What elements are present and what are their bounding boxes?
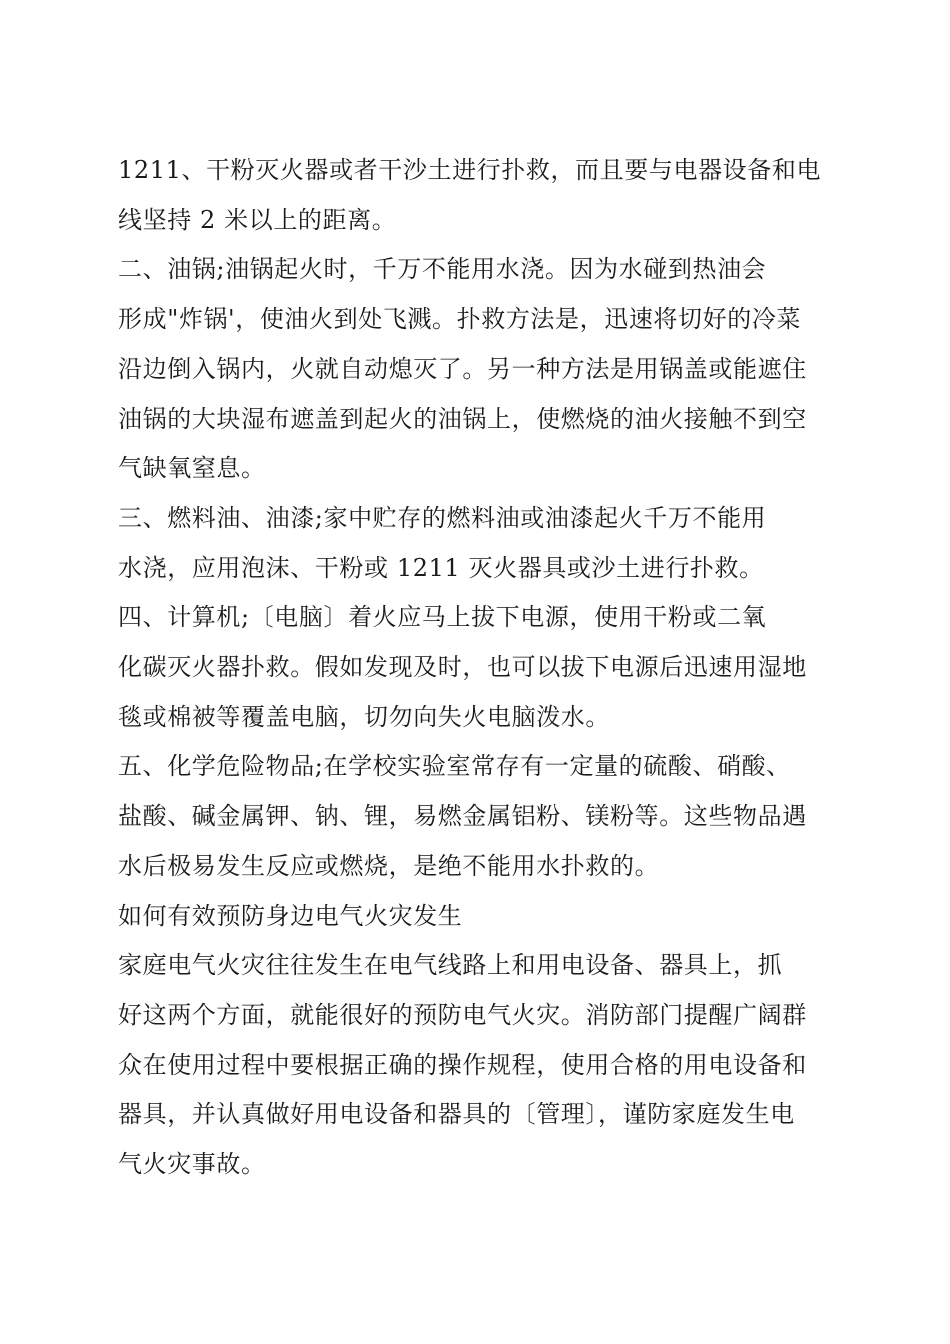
text-line: 四、计算机;〔电脑〕着火应马上拔下电源，使用干粉或二氧 — [118, 603, 767, 632]
text-line: 二、油锅;油锅起火时，千万不能用水浇。因为水碰到热油会 — [118, 255, 767, 284]
text-line: 气缺氧窒息。 — [118, 454, 266, 483]
text-line: 线坚持 2 米以上的距离。 — [118, 205, 397, 234]
text-line: 盐酸、碱金属钾、钠、锂，易燃金属铝粉、镁粉等。这些物品遇 — [118, 802, 807, 831]
text-line: 油锅的大块湿布遮盖到起火的油锅上，使燃烧的油火接触不到空 — [118, 404, 807, 433]
text-line: 形成"炸锅'，使油火到处飞溅。扑救方法是，迅速将切好的冷菜 — [118, 305, 802, 334]
text-line: 毯或棉被等覆盖电脑，切勿向失火电脑泼水。 — [118, 702, 610, 731]
text-line: 三、燃料油、油漆;家中贮存的燃料油或油漆起火千万不能用 — [118, 503, 767, 532]
text-line: 水浇，应用泡沫、干粉或 1211 灭火器具或沙土进行扑救。 — [118, 553, 764, 582]
text-line: 好这两个方面，就能很好的预防电气火灾。消防部门提醒广阔群 — [118, 1000, 807, 1029]
text-line: 沿边倒入锅内，火就自动熄灭了。另一种方法是用锅盖或能遮住 — [118, 354, 807, 383]
text-line: 众在使用过程中要根据正确的操作规程，使用合格的用电设备和 — [118, 1050, 807, 1079]
text-line: 水后极易发生反应或燃烧，是绝不能用水扑救的。 — [118, 851, 660, 880]
document-body — [118, 146, 836, 1190]
text-line: 1211、干粉灭火器或者干沙土进行扑救，而且要与电器设备和电 — [118, 156, 822, 184]
text-line: 器具，并认真做好用电设备和器具的〔管理〕，谨防家庭发生电 — [118, 1100, 795, 1129]
text-line: 气火灾事故。 — [118, 1150, 266, 1179]
text-line: 如何有效预防身边电气火灾发生 — [118, 901, 463, 930]
text-line: 化碳灭火器扑救。假如发现及时，也可以拔下电源后迅速用湿地 — [118, 653, 807, 682]
text-line: 家庭电气火灾往往发生在电气线路上和用电设备、器具上，抓 — [118, 951, 783, 980]
text-line: 五、化学危险物品;在学校实验室常存有一定量的硫酸、硝酸、 — [118, 752, 791, 781]
